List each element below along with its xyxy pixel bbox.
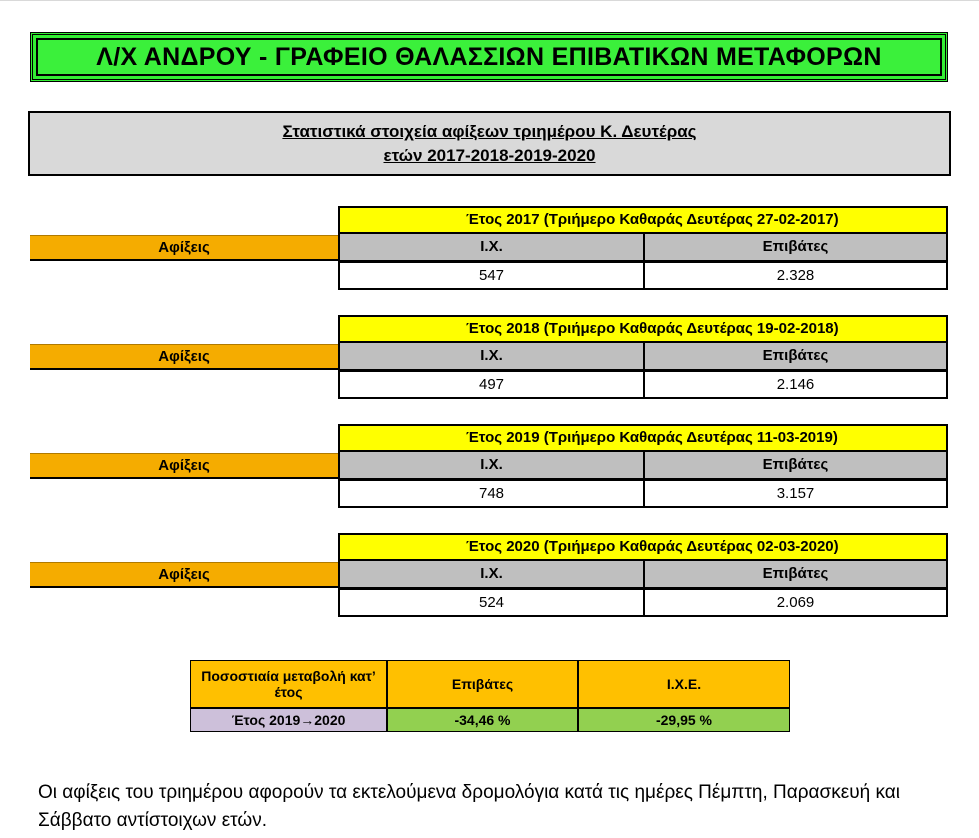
ix-column-header: Ι.Χ.	[338, 343, 645, 371]
ix-column-header: Ι.Χ.	[338, 452, 645, 480]
passengers-value: 3.157	[643, 479, 948, 508]
top-divider	[0, 0, 979, 1]
ix-column-header: Ι.Χ.	[338, 234, 645, 262]
passengers-change-value: -34,46 %	[387, 708, 578, 732]
ix-value: 547	[338, 261, 645, 290]
year-heading: Έτος 2019 (Τριήμερο Καθαράς Δευτέρας 11-03-2019)	[338, 424, 948, 452]
change-header-ixe: Ι.Χ.Ε.	[578, 660, 790, 708]
ix-value: 524	[338, 588, 645, 617]
year-table-2017	[30, 206, 948, 292]
arrivals-label: Αφίξεις	[30, 344, 338, 370]
passengers-column-header: Επιβάτες	[643, 452, 948, 480]
subtitle-box	[28, 111, 951, 176]
ixe-change-value: -29,95 %	[578, 708, 790, 732]
document-title: Λ/Χ ΑΝΔΡΟΥ - ΓΡΑΦΕΙΟ ΘΑΛΑΣΣΙΩΝ ΕΠΙΒΑΤΙΚΩΝ ΜΕΤΑΦΟΡΩΝ	[36, 38, 942, 76]
year-heading: Έτος 2018 (Τριήμερο Καθαράς Δευτέρας 19-02-2018)	[338, 315, 948, 343]
arrivals-label: Αφίξεις	[30, 562, 338, 588]
passengers-value: 2.328	[643, 261, 948, 290]
passengers-column-header: Επιβάτες	[643, 561, 948, 589]
subtitle-line-2: ετών 2017-2018-2019-2020	[383, 146, 596, 165]
passengers-column-header: Επιβάτες	[643, 234, 948, 262]
change-header-passengers: Επιβάτες	[387, 660, 578, 708]
subtitle-line-1: Στατιστικά στοιχεία αφίξεων τριημέρου Κ. Δευτέρας	[282, 122, 697, 141]
year-table-2018	[30, 315, 948, 401]
arrivals-label: Αφίξεις	[30, 235, 338, 261]
ix-value: 748	[338, 479, 645, 508]
arrivals-label: Αφίξεις	[30, 453, 338, 479]
year-heading: Έτος 2020 (Τριήμερο Καθαράς Δευτέρας 02-03-2020)	[338, 533, 948, 561]
passengers-column-header: Επιβάτες	[643, 343, 948, 371]
year-heading: Έτος 2017 (Τριήμερο Καθαράς Δευτέρας 27-02-2017)	[338, 206, 948, 234]
change-header-label: Ποσοστιαία μεταβολή κατ’ έτος	[190, 660, 387, 708]
document-title-box	[30, 32, 948, 82]
passengers-value: 2.069	[643, 588, 948, 617]
ix-column-header: Ι.Χ.	[338, 561, 645, 589]
footnote: Οι αφίξεις του τριημέρου αφορούν τα εκτελούμενα δρομολόγια κατά τις ημέρες Πέμπτη, Παρασκευή και Σάββατο αντίστοιχων ετών.	[38, 782, 900, 831]
ix-value: 497	[338, 370, 645, 399]
year-table-2020	[30, 533, 948, 619]
change-row-year: Έτος 2019→2020	[190, 708, 387, 732]
percentage-change-table	[190, 660, 790, 732]
passengers-value: 2.146	[643, 370, 948, 399]
year-table-2019	[30, 424, 948, 510]
